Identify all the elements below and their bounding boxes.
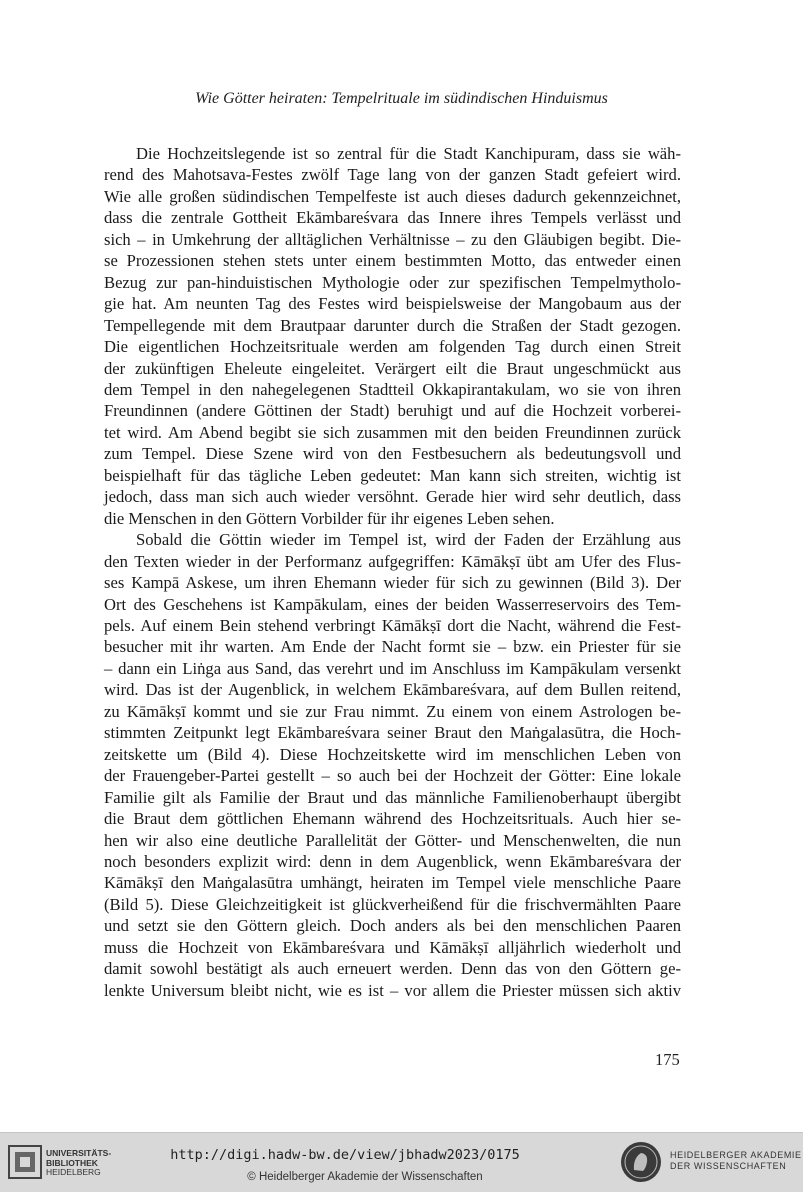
academy-seal-icon [619, 1140, 663, 1189]
paragraph [104, 529, 681, 1001]
text-line: zu Kāmākṣī kommt und sie zur Frau nimmt. Zu einem von einem Astrologen be- [104, 701, 681, 721]
text-line: Bezug zur pan-hinduistischen Mythologie oder zur spezifischen Tempelmytholo- [104, 272, 681, 292]
text-line: Sobald die Göttin wieder im Tempel ist, wird der Faden der Erzählung aus [136, 530, 681, 550]
paragraph [104, 143, 681, 529]
text-line: zeitskette um (Bild 4). Diese Hochzeitskette wird im menschlichen Leben von [104, 744, 681, 764]
running-head: Wie Götter heiraten: Tempelrituale im südindischen Hinduismus [195, 90, 608, 107]
text-line: beispielhaft für das tägliche Leben gedeutet: Man kann sich streiten, wichtig ist [104, 465, 681, 485]
text-line: und setzt sie den Göttern gleich. Doch anders als bei den menschlichen Paaren [104, 916, 681, 936]
text-line: sich – in Umkehrung der alltäglichen Verhältnisse – zu den Gläubigen begibt. Die- [104, 229, 681, 249]
text-line: dem Tempel in den nahegelegenen Stadtteil Okkapirantakulam, wo sie von ihren [104, 379, 681, 399]
text-line: tet wird. Am Abend begibt sie sich zusammen mit den beiden Freundinnen zurück [104, 422, 681, 442]
text-line: der Frauengeber-Partei gestellt – so auch bei der Hochzeit der Götter: Eine lokale [104, 766, 681, 786]
text-line: – dann ein Liṅga aus Sand, das verehrt und im Anschluss im Kampākulam versenkt [104, 658, 681, 678]
text-line: Familie gilt als Familie der Braut und das männliche Familienoberhaupt übergibt [104, 787, 681, 807]
footer-url-link[interactable]: http://digi.hadw-bw.de/view/jbhadw2023/0175 [170, 1147, 520, 1163]
text-line: wird. Das ist der Augenblick, in welchem Ekāmbareśvara, auf dem Bullen reitend, [104, 680, 681, 700]
text-line: noch besonders explizit wird: denn in dem Augenblick, wenn Ekāmbareśvara der [104, 851, 681, 871]
text-line: den Texten wieder in der Performanz aufgegriffen: Kāmākṣī übt am Ufer des Flus- [104, 551, 681, 571]
text-line: jedoch, dass man sich auch wieder versöhnt. Gerade hier wird sehr deutlich, dass [104, 487, 681, 507]
text-line: ses Kampā Askese, um ihren Ehemann wieder für sich zu gewinnen (Bild 3). Der [104, 573, 681, 593]
library-logo-text: UNIVERSITÄTS- BIBLIOTHEK HEIDELBERG [46, 1148, 112, 1177]
text-line: stimmten Zeitpunkt legt Ekāmbareśvara seiner Braut den Maṅgalasūtra, die Hoch- [104, 723, 681, 743]
text-line: die Menschen in den Göttern Vorbilder für ihr eigenes Leben sehen. [104, 508, 555, 528]
academy-logo-text: HEIDELBERGER AKADEMIE DER WISSENSCHAFTEN [670, 1150, 802, 1171]
text-line: rend des Mahotsava-Festes zwölf Tage lang von der ganzen Stadt gefeiert wird. [104, 165, 681, 185]
text-line: Die eigentlichen Hochzeitsrituale werden am folgenden Tag durch einen Streit [104, 337, 681, 357]
text-line: Kāmākṣī den Maṅgalasūtra umhängt, heiraten im Tempel viele menschliche Paare [104, 873, 681, 893]
footer-bar [0, 1132, 803, 1192]
text-line: (Bild 5). Diese Gleichzeitigkeit ist glückverheißend für die frischvermählten Paare [104, 894, 681, 914]
text-line: Freundinnen (andere Göttinen der Stadt) beruhigt und auf die Hochzeit vorberei- [104, 401, 681, 421]
text-line: Tempellegende mit dem Brautpaar darunter durch die Straßen der Stadt gezogen. [104, 315, 681, 335]
text-line: muss die Hochzeit von Ekāmbareśvara und Kāmākṣī alljährlich wiederholt und [104, 937, 681, 957]
text-line: hen wir also eine deutliche Parallelität der Götter- und Menschenwelten, die nun [104, 830, 681, 850]
footer-copyright: © Heidelberger Akademie der Wissenschaften [247, 1171, 483, 1183]
text-line: lenkte Universum bleibt nicht, wie es ist – vor allem die Priester müssen sich aktiv [104, 980, 681, 1000]
text-line: zum Tempel. Diese Szene wird von den Festbesuchern als bedeutungsvoll und [104, 444, 681, 464]
text-line: der zukünftigen Eheleute eingeleitet. Verärgert eilt die Braut ungeschmückt aus [104, 358, 681, 378]
body-text [104, 143, 681, 1001]
text-line: die Braut dem göttlichen Ehemann während des Hochzeitsrituals. Auch hier se- [104, 809, 681, 829]
text-line: se Prozessionen stehen stets unter einem bestimmten Motto, das entweder einen [104, 251, 681, 271]
text-line: besucher mit ihr warten. Am Ende der Nacht formt sie – bzw. ein Priester für sie [104, 637, 681, 657]
text-line: Ort des Geschehens ist Kampākulam, eines der beiden Wasserreservoirs des Tem- [104, 594, 681, 614]
text-line: dass die zentrale Gottheit Ekāmbareśvara das Innere ihres Tempels verlässt und [104, 208, 681, 228]
page-number: 175 [655, 1050, 680, 1069]
text-line: Wie alle großen südindischen Tempelfeste ist auch dieses dadurch gekennzeichnet, [104, 186, 681, 206]
text-line: gie hat. Am neunten Tag des Festes wird beispielsweise der Mangobaum aus der [104, 294, 681, 314]
text-line: damit sowohl bestätigt als auch erneuert werden. Denn das von den Göttern ge- [104, 959, 681, 979]
text-line: pels. Auf einem Bein stehend verbringt Kāmākṣī dort die Nacht, während die Fest- [104, 615, 681, 635]
text-line: Die Hochzeitslegende ist so zentral für die Stadt Kanchipuram, dass sie wäh- [136, 144, 681, 163]
